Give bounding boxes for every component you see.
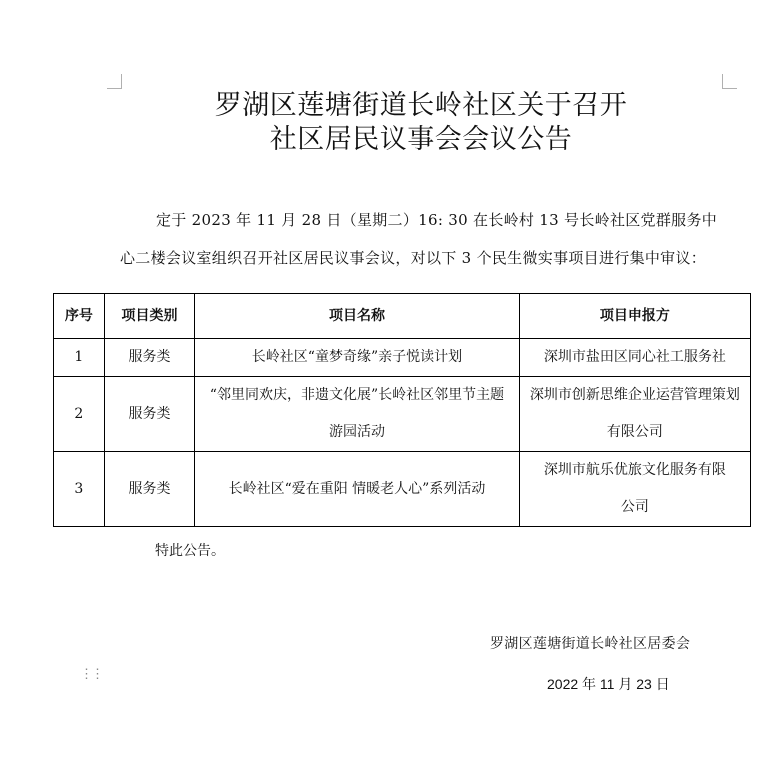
table-row <box>54 452 751 527</box>
cell-applicant <box>519 377 750 452</box>
header-category: 项目类别 <box>104 294 194 339</box>
cell-name <box>195 339 520 377</box>
table-header-row <box>54 294 751 339</box>
body-paragraph-line2: 心二楼会议室组织召开社区居民议事会议，对以下 3 个民生微实事项目进行集中审议： <box>120 249 707 267</box>
project-table <box>53 293 751 527</box>
signature-organization: 罗湖区莲塘街道长岭社区居委会 <box>490 636 691 652</box>
cell-applicant-text: 深圳市航乐优旅文化服务有限公司 <box>543 462 726 515</box>
table-row <box>54 339 751 377</box>
cell-applicant <box>519 452 750 527</box>
page-corner-marker-top-right <box>722 74 737 89</box>
header-no: 序号 <box>54 294 105 339</box>
drag-handle-icon[interactable]: ⋮⋮ <box>80 667 102 682</box>
header-applicant: 项目申报方 <box>519 294 750 339</box>
table-row <box>54 377 751 452</box>
header-name: 项目名称 <box>195 294 520 339</box>
body-paragraph-line1: 定于 2023 年 11 月 28 日（星期二）16: 30 在长岭村 13 号长岭社区党群服务中 <box>156 211 718 229</box>
cell-name-text: 长岭社区“童梦奇缘”亲子悦读计划 <box>251 349 463 365</box>
document-title-line2: 社区居民议事会会议公告 <box>269 124 573 155</box>
closing-text: 特此公告。 <box>155 543 225 559</box>
cell-name-text: 长岭社区“爱在重阳 情暖老人心”系列活动 <box>228 480 486 497</box>
document-title-line1: 罗湖区莲塘街道长岭社区关于召开 <box>214 90 628 121</box>
cell-applicant-text: 深圳市盐田区同心社工服务社 <box>543 349 726 365</box>
cell-name <box>195 452 520 527</box>
cell-name <box>195 377 520 452</box>
cell-applicant <box>519 339 750 377</box>
page-corner-marker-top-left <box>107 74 122 89</box>
cell-no: 1 <box>54 339 105 377</box>
cell-category: 服务类 <box>104 452 194 527</box>
cell-category: 服务类 <box>104 377 194 452</box>
cell-applicant-text: 深圳市创新思维企业运营管理策划有限公司 <box>529 387 740 440</box>
cell-no: 2 <box>54 377 105 452</box>
cell-category: 服务类 <box>104 339 194 377</box>
signature-date: 2022 年 11 月 23 日 <box>547 676 670 692</box>
cell-name-text: “邻里同欢庆，非遗文化展”长岭社区邻里节主题游园活动 <box>209 387 505 440</box>
cell-no: 3 <box>54 452 105 527</box>
